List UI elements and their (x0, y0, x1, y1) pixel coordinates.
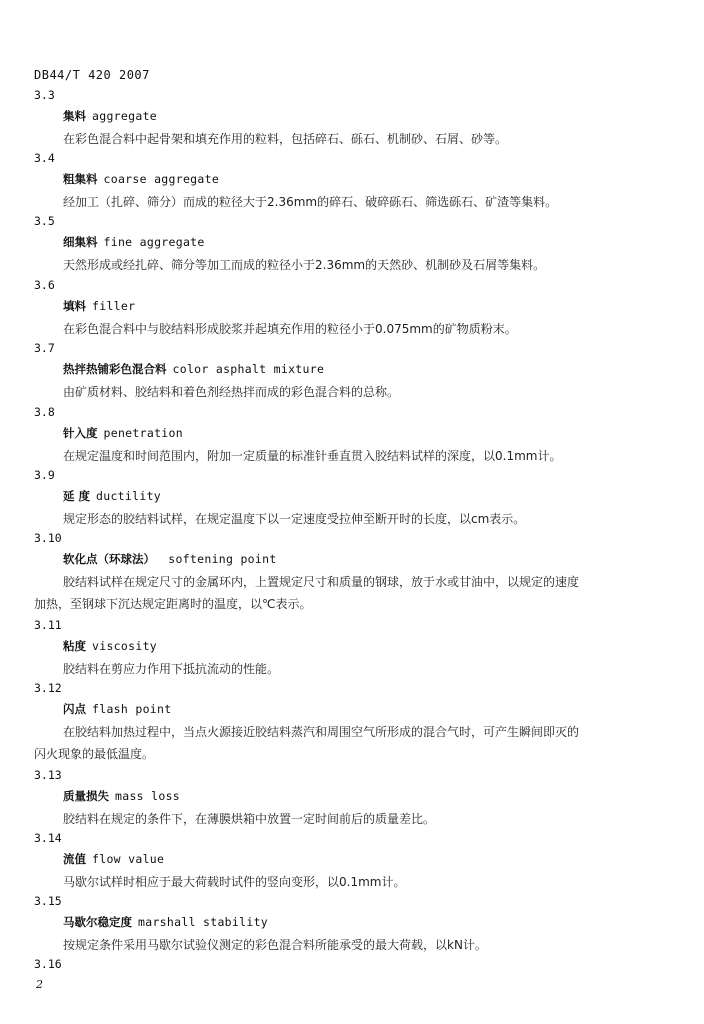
term-title (63, 551, 277, 567)
term-cn: 马歇尔稳定度 (63, 915, 132, 929)
term-definition (63, 128, 638, 150)
term-definition (63, 508, 638, 530)
term-cn: 软化点（环球法） (63, 552, 155, 566)
term-en: viscosity (92, 639, 158, 653)
definition-line: 经加工（扎碎、筛分）而成的粒径大于2.36mm的碎石、破碎砾石、筛选砾石、矿渣等集料。 (63, 195, 558, 209)
term-en: coarse aggregate (103, 172, 220, 186)
clause-number: 3.16 (34, 957, 62, 971)
clause-number: 3.9 (34, 468, 55, 482)
term-definition (63, 318, 638, 340)
term-title (63, 638, 157, 654)
term-en: marshall stability (138, 915, 269, 929)
definition-line: 马歇尔试样时相应于最大荷载时试件的竖向变形，以0.1mm计。 (63, 875, 406, 889)
clause-number: 3.14 (34, 831, 62, 845)
clause-number: 3.5 (34, 214, 55, 228)
term-title (63, 425, 183, 441)
term-definition (63, 191, 638, 213)
term-title (63, 851, 164, 867)
term-en: aggregate (92, 109, 158, 123)
term-title (63, 914, 268, 930)
term-definition (63, 808, 638, 830)
term-cn: 质量损失 (63, 789, 109, 803)
term-en: fine aggregate (103, 235, 205, 249)
definition-line: 胶结料在规定的条件下，在薄膜烘箱中放置一定时间前后的质量差比。 (63, 812, 436, 826)
clause-number: 3.4 (34, 151, 55, 165)
term-en: penetration (103, 426, 183, 440)
term-cn: 针入度 (63, 426, 98, 440)
term-en: mass loss (115, 789, 181, 803)
term-title (63, 234, 205, 250)
definition-line: 胶结料试样在规定尺寸的金属环内，上置规定尺寸和质量的钢球，放于水或甘油中，以规定的速度 (63, 575, 580, 589)
definition-line: 胶结料在剪应力作用下抵抗流动的性能。 (63, 662, 280, 676)
term-en: softening point (161, 552, 277, 566)
term-definition (63, 658, 638, 680)
clause-number: 3.10 (34, 531, 62, 545)
term-cn: 粘度 (63, 639, 86, 653)
definition-line: 在规定温度和时间范围内，附加一定质量的标准针垂直贯入胶结料试样的深度，以0.1mm计。 (63, 449, 562, 463)
clause-number: 3.13 (34, 768, 62, 782)
term-title (63, 171, 219, 187)
term-title (63, 361, 324, 377)
definition-line: 在彩色混合料中与胶结料形成胶浆并起填充作用的粒径小于0.075mm的矿物质粉末。 (63, 322, 517, 336)
clause-number: 3.7 (34, 341, 55, 355)
term-title (63, 788, 180, 804)
clause-number: 3.12 (34, 681, 62, 695)
term-cn: 细集料 (63, 235, 98, 249)
page-number: 2 (36, 978, 43, 991)
term-en: flash point (92, 702, 172, 716)
term-cn: 流值 (63, 852, 86, 866)
term-cn: 延 度 (63, 489, 91, 503)
term-title (63, 701, 171, 717)
term-cn: 粗集料 (63, 172, 98, 186)
term-cn: 填料 (63, 299, 86, 313)
term-definition (63, 445, 638, 467)
definition-line: 在彩色混合料中起骨架和填充作用的粒料，包括碎石、砾石、机制砂、石屑、砂等。 (63, 132, 508, 146)
clause-number: 3.6 (34, 278, 55, 292)
term-definition (63, 934, 638, 956)
term-en: filler (92, 299, 136, 313)
term-cn: 热拌热铺彩色混合料 (63, 362, 167, 376)
clause-number: 3.3 (34, 88, 55, 102)
term-cn: 集料 (63, 109, 86, 123)
term-definition (63, 254, 638, 276)
term-title (63, 298, 135, 314)
term-title (63, 488, 161, 504)
definition-line: 规定形态的胶结料试样，在规定温度下以一定速度受拉伸至断开时的长度，以cm表示。 (63, 512, 526, 526)
term-en: ductility (96, 489, 162, 503)
definition-line: 按规定条件采用马歇尔试验仪测定的彩色混合料所能承受的最大荷载，以kN计。 (63, 938, 487, 952)
term-title (63, 108, 157, 124)
term-definition (34, 571, 638, 615)
definition-line: 天然形成或经扎碎、筛分等加工而成的粒径小于2.36mm的天然砂、机制砂及石屑等集料。 (63, 258, 546, 272)
term-en: color asphalt mixture (172, 362, 325, 376)
standard-code-header: DB44/T 420 2007 (34, 68, 150, 82)
term-definition (63, 381, 638, 403)
term-en: flow value (92, 852, 165, 866)
definition-line: 闪火现象的最低温度。 (34, 747, 155, 761)
definition-line: 在胶结料加热过程中，当点火源接近胶结料蒸汽和周围空气所形成的混合气时，可产生瞬间即灭的 (63, 725, 580, 739)
term-definition (63, 871, 638, 893)
clause-number: 3.15 (34, 894, 62, 908)
term-cn: 闪点 (63, 702, 86, 716)
clause-number: 3.11 (34, 618, 62, 632)
definition-line: 加热，至钢球下沉达规定距离时的温度，以℃表示。 (34, 597, 312, 611)
definition-line: 由矿质材料、胶结料和着色剂经热拌而成的彩色混合料的总称。 (63, 385, 400, 399)
term-definition (34, 721, 638, 765)
clause-number: 3.8 (34, 405, 55, 419)
